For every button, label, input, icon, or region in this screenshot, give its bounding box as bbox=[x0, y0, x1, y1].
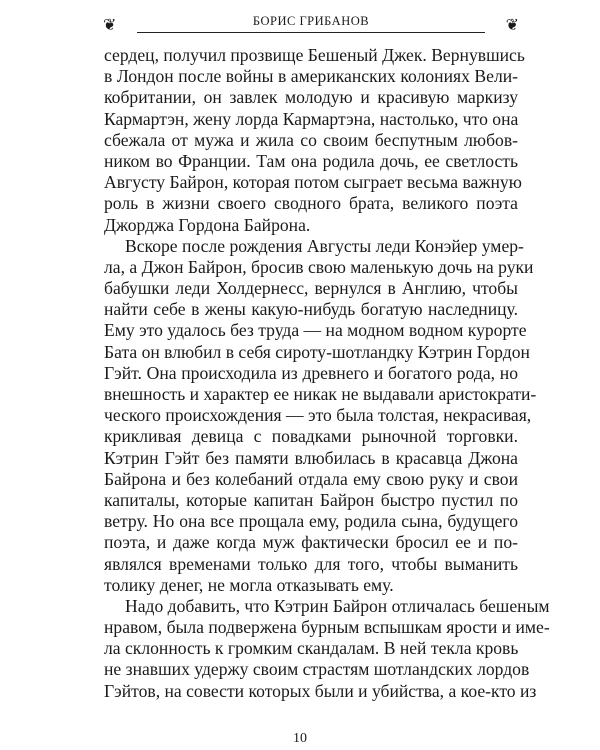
text-line: сбежала от мужа и жила со своим беспутным любов- bbox=[104, 129, 518, 150]
paragraph bbox=[104, 235, 537, 596]
text-line: являлся временами только для того, чтобы выманить bbox=[104, 553, 518, 574]
text-line: ческого происхождения — это была толстая, некрасивая, bbox=[104, 405, 532, 426]
page-body bbox=[104, 45, 550, 702]
text-line: не знавших удержу своим страстям шотландских лордов bbox=[104, 659, 530, 680]
text-line: в Лондон после войны в американских колониях Вели- bbox=[104, 66, 518, 87]
running-title: БОРИС ГРИБАНОВ bbox=[252, 14, 370, 28]
text-line: Ему это удалось без труда — на модном водном курорте bbox=[104, 320, 527, 341]
text-line: Кэтрин Гэйт без памяти влюбилась в красавца Джона bbox=[104, 447, 518, 468]
text-line: бабушки леди Холдернесс, вернулся в Англию, чтобы bbox=[104, 278, 518, 299]
text-line: Байрона и без колебаний отдала ему свою руку и свои bbox=[104, 468, 518, 489]
text-line: ником во Франции. Там она родила дочь, ее светлость bbox=[104, 150, 518, 171]
text-line: Августу Байрон, которая потом сыграет весьма важную bbox=[104, 172, 522, 193]
text-line: Гэйтов, на совести которых были и убийства, а кое-кто из bbox=[104, 680, 537, 701]
text-line: Надо добавить, что Кэтрин Байрон отличалась бешеным bbox=[125, 595, 550, 616]
text-line: толику денег, не могла отказывать ему. bbox=[104, 574, 394, 595]
text-line: Бата он влюбил в себя сироту-шотландку Кэтрин Гордон bbox=[104, 341, 530, 362]
text-line: Гэйт. Она происходила из древнего и богатого рода, но bbox=[104, 362, 518, 383]
scroll-ornament-icon: ❦ bbox=[103, 17, 117, 34]
text-line: роль в жизни своего сводного брата, великого поэта bbox=[104, 193, 518, 214]
text-line: капиталы, которые капитан Байрон быстро пустил по bbox=[104, 489, 518, 510]
text-line: Вскоре после рождения Августы леди Конэйер умер- bbox=[125, 235, 524, 256]
text-line: Кармартэн, жену лорда Кармартэна, настолько, что она bbox=[104, 108, 519, 129]
text-line: сердец, получил прозвище Бешеный Джек. Вернувшись bbox=[104, 45, 525, 65]
header-rule bbox=[137, 32, 485, 33]
text-line: внешность и характер ее никак не выдавали аристократи- bbox=[104, 384, 537, 404]
scroll-ornament-icon: ❦ bbox=[505, 17, 519, 34]
text-line: найти себе в жены какую-нибудь богатую наследницу. bbox=[104, 299, 518, 320]
text-line: кобритании, он завлек молодую и красивую маркизу bbox=[104, 87, 518, 108]
page-number: 10 bbox=[293, 731, 307, 746]
text-line: ла склонность к громким скандалам. В ней текла кровь bbox=[104, 638, 519, 659]
text-line: поэта, и даже когда муж фактически бросил ее и по- bbox=[104, 532, 518, 553]
text-line: крикливая девица с повадками рыночной торговки. bbox=[104, 426, 518, 447]
text-line: ла, а Джон Байрон, бросив свою маленькую дочь на руки bbox=[104, 256, 534, 277]
text-line: ветру. Но она все прощала ему, родила сына, будущего bbox=[104, 511, 518, 532]
text-line: нравом, была подвержена бурным вспышкам ярости и име- bbox=[104, 617, 550, 638]
paragraph bbox=[104, 595, 550, 702]
running-header bbox=[103, 10, 519, 34]
text-line: Джорджа Гордона Байрона. bbox=[104, 214, 311, 235]
paragraph bbox=[104, 45, 525, 236]
